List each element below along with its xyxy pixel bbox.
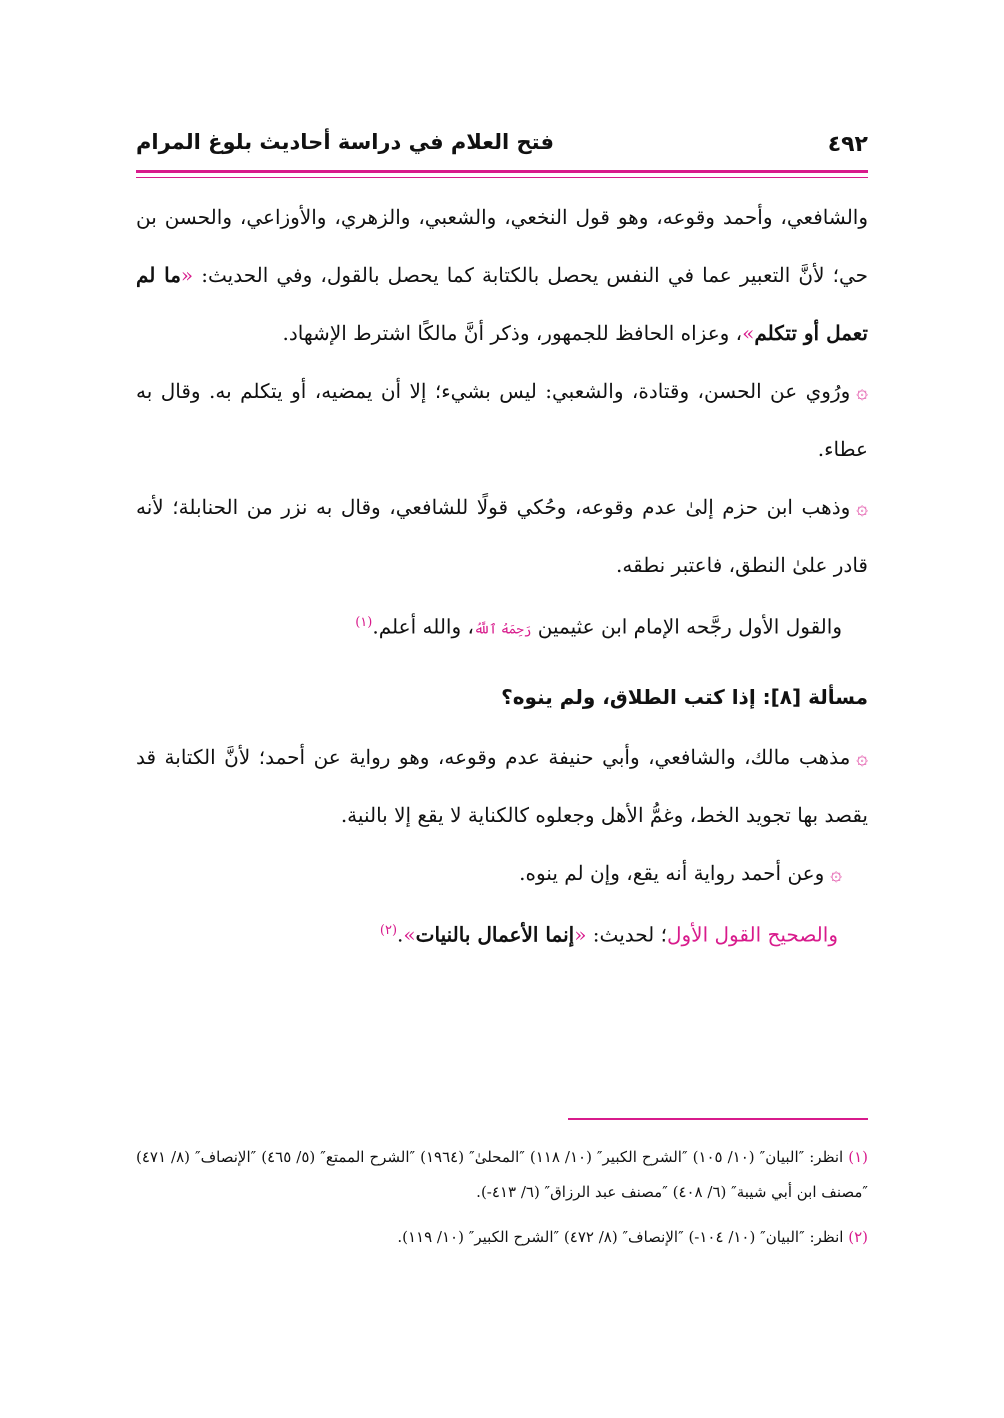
main-text (136, 188, 868, 963)
paragraph-7-end: . (397, 922, 404, 947)
paragraph-6 (136, 844, 868, 902)
section-heading-label: مسألة [٨]: (762, 684, 868, 709)
footnote-separator (568, 1118, 868, 1120)
flower-ornament-icon: ۞ (856, 495, 868, 519)
footnote-ref-1[interactable]: (١) (355, 615, 373, 630)
conclusion-lead: والصحيح القول الأول (666, 922, 838, 947)
flower-ornament-icon: ۞ (830, 860, 842, 885)
paragraph-1-text-b: ، وعزاه الحافظ للجمهور، وذكر أنَّ مالكًا اشترط الإشهاد. (282, 321, 743, 345)
footnote-ref-2[interactable]: (٢) (379, 922, 398, 938)
flower-ornament-icon: ۞ (856, 379, 868, 403)
hadith-quote-1: ما لم تعمل أو تتكلم (136, 263, 868, 345)
paragraph-7-text: ؛ لحديث: (586, 922, 667, 947)
paragraph-3-text: وذهب ابن حزم إلىٰ عدم وقوعه، وحُكي قولًا للشافعي، وقال به نزر من الحنابلة؛ لأنه قادر علىٰ النطق، فاعتبر نطقه. (136, 495, 868, 577)
footnote-1-number: (١) (848, 1148, 868, 1166)
paragraph-2-text: ورُوي عن الحسن، وقتادة، والشعبي: ليس بشيء؛ إلا أن يمضيه، أو يتكلم به. وقال به عطاء. (136, 379, 868, 461)
paragraph-2 (136, 362, 868, 478)
header-rule-thick (136, 170, 868, 173)
quote-close: » (403, 922, 416, 947)
quote-open: « (574, 922, 587, 947)
paragraph-5 (136, 728, 868, 844)
flower-ornament-icon: ۞ (856, 744, 868, 769)
footnotes (136, 1140, 868, 1255)
paragraph-3 (136, 478, 868, 594)
paragraph-4-text-2: ، والله أعلم. (372, 614, 474, 639)
section-heading (136, 672, 868, 722)
header-rule-thin (136, 177, 868, 178)
paragraph-4 (136, 594, 868, 660)
honorific: رَحِمَهُ ٱللَّهُ (473, 622, 532, 638)
paragraph-1-text-a: والشافعي، وأحمد وقوعه، وهو قول النخعي، والشعبي، والزهري، والأوزاعي، والحسن بن حي؛ لأنَّ التعبير عما في النفس يحصل بالكتابة كما يحصل بالقول، وفي الحديث: (136, 205, 869, 287)
page-number: ٤٩٢ (827, 132, 868, 157)
paragraph-5-text: مذهب مالك، والشافعي، وأبي حنيفة عدم وقوعه، وهو رواية عن أحمد؛ لأنَّ الكتابة قد يقصد بها تجويد الخط، وغمُّ الأهل وجعلوه كالكناية لا يقع إلا بالنية. (136, 744, 868, 827)
paragraph-1 (136, 188, 868, 362)
page-header (136, 128, 868, 168)
footnote-1 (136, 1140, 868, 1210)
book-title: فتح العلام في دراسة أحاديث بلوغ المرام (136, 130, 554, 154)
footnote-2-number: (٢) (848, 1228, 868, 1246)
footnote-2 (136, 1220, 868, 1255)
paragraph-7 (136, 902, 868, 964)
paragraph-6-text: وعن أحمد رواية أنه يقع، وإن لم ينوه. (519, 860, 825, 885)
footnote-2-text: انظر: ″البيان″ (١٠/ ١٠٤-) ″الإنصاف″ (٨/ ٤٧٢) ″الشرح الكبير″ (١٠/ ١١٩). (397, 1228, 849, 1246)
quote-close: » (742, 321, 755, 345)
footnote-1-text: انظر: ″البيان″ (١٠/ ١٠٥) ″الشرح الكبير″ (١٠/ ١١٨) ″المحلىٰ″ (١٩٦٤) ″الشرح الممتع″ (٥/ ٤٦٥) ″الإنصاف″ (٨/ ٤٧١) ″مصنف ابن أبي شيبة″ (٦/ ٤٠٨) ″مصنف عبد الرزاق″ (٦/ ٤١٣-). (136, 1148, 868, 1201)
quote-open: « (180, 263, 194, 287)
hadith-quote-2: إنما الأعمال بالنيات (415, 922, 575, 947)
section-heading-title: إذا كتب الطلاق، ولم ينوه؟ (501, 684, 763, 709)
paragraph-4-text: والقول الأول رجَّحه الإمام ابن عثيمين (531, 614, 842, 639)
